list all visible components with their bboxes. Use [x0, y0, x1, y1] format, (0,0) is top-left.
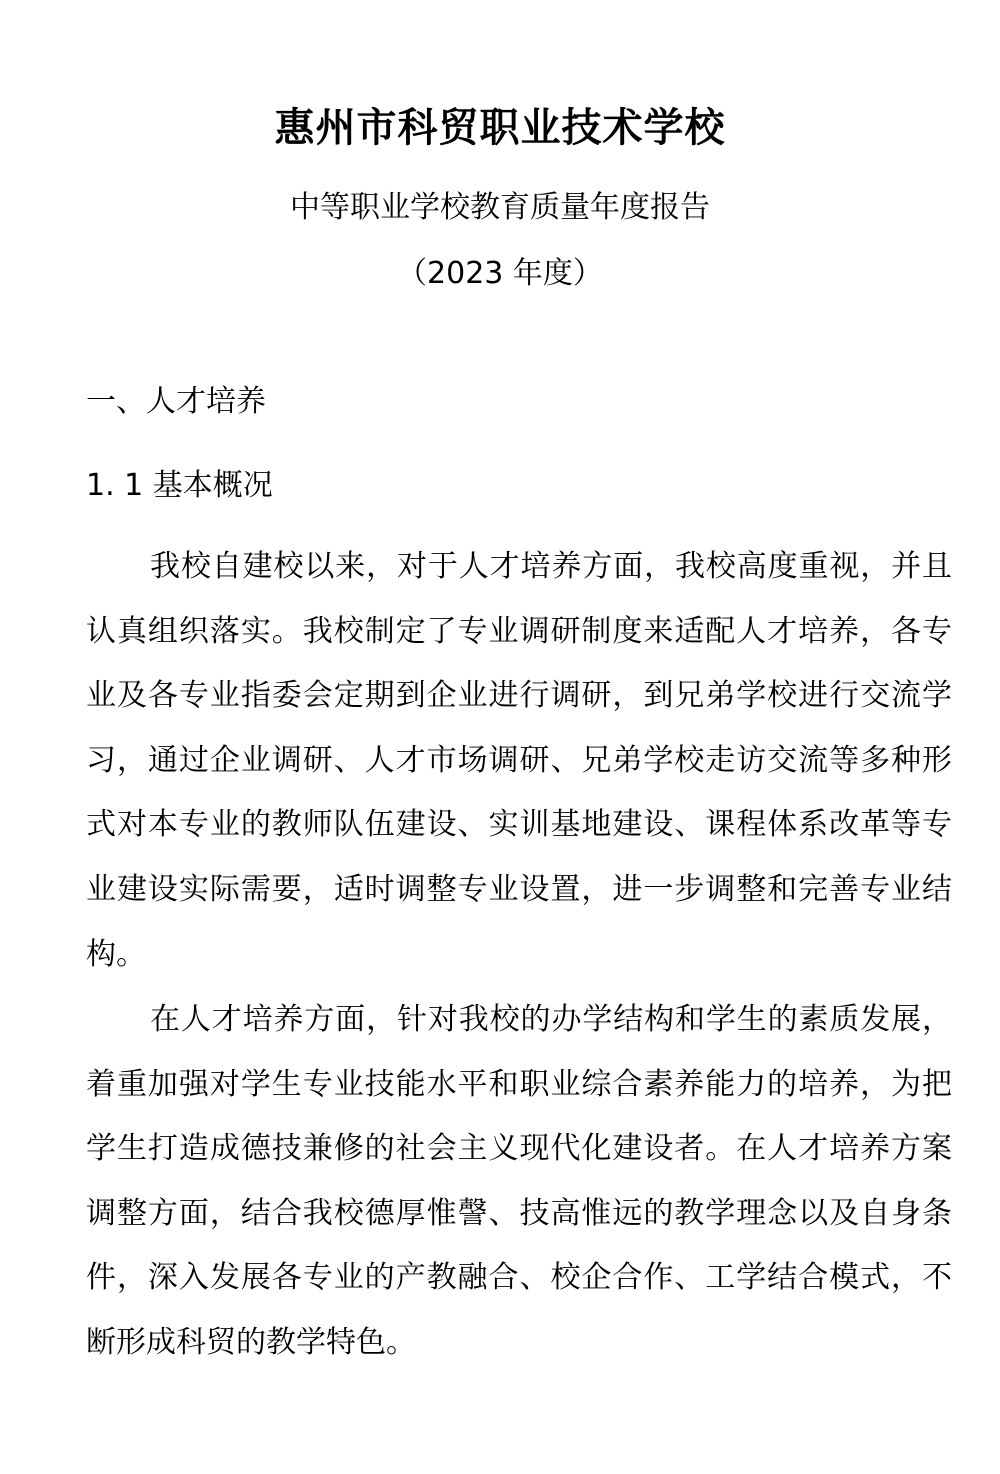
subsection-heading: 1. 1 基本概况: [86, 468, 273, 503]
document-title: 惠州市科贸职业技术学校: [274, 105, 726, 151]
document-year: （2023 年度）: [397, 256, 603, 291]
body-paragraph-1: 我校自建校以来，对于人才培养方面，我校高度重视，并且认真组织落实。我校制定了专业调研制度来适配人才培养，各专业及各专业指委会定期到企业进行调研，到兄弟学校进行交流学习，通过企业调研、人才市场调研、兄弟学校走访交流等多种形式对本专业的教师队伍建设、实训基地建设、课程体系改革等专业建设实际需要，适时调整专业设置，进一步调整和完善专业结构。: [86, 549, 952, 972]
document-subtitle: 中等职业学校教育质量年度报告: [290, 190, 710, 225]
body-paragraph-2: 在人才培养方面，针对我校的办学结构和学生的素质发展，着重加强对学生专业技能水平和职业综合素养能力的培养，为把学生打造成德技兼修的社会主义现代化建设者。在人才培养方案调整方面，结合我校德厚惟謦、技高惟远的教学理念以及自身条件，深入发展各专业的产教融合、校企合作、工学结合模式，不断形成科贸的教学特色。: [86, 1002, 952, 1360]
section-heading: 一、人才培养: [86, 384, 266, 419]
